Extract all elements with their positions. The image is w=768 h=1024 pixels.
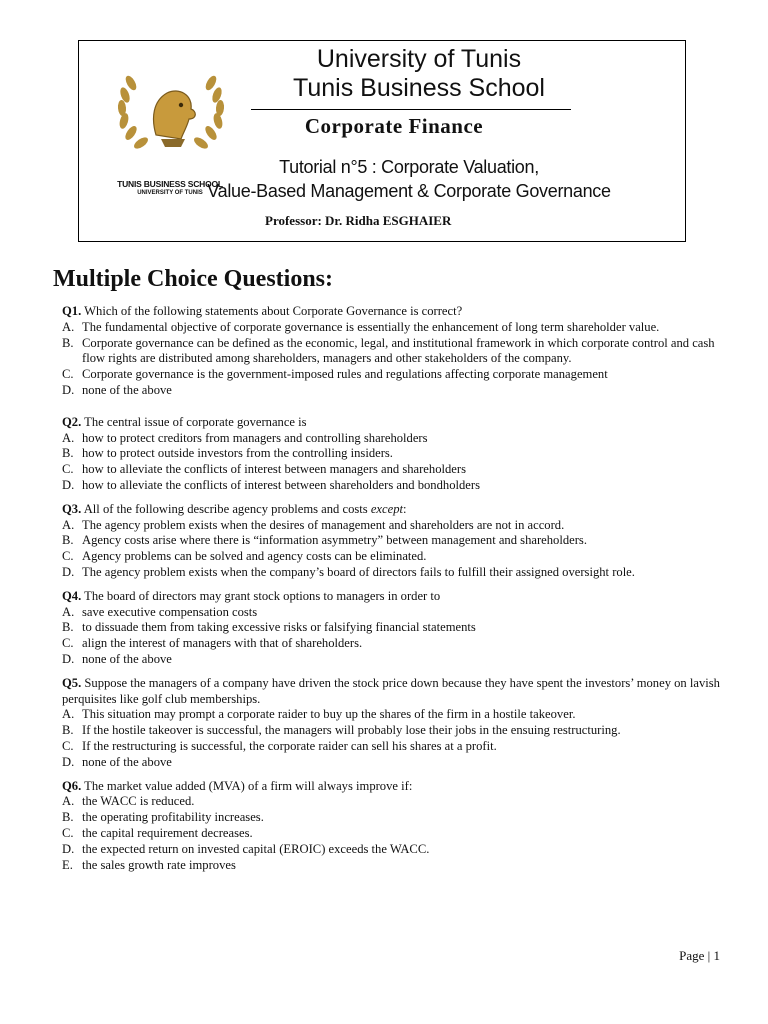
university-name: University of Tunis: [316, 45, 522, 73]
answer-option: [62, 367, 732, 383]
school-logo-emblem-icon: [101, 63, 241, 163]
answer-letter: D.: [62, 651, 75, 666]
question-text: [62, 589, 732, 605]
answer-letter: B.: [62, 335, 74, 350]
question-emphasis: except: [370, 501, 403, 516]
section-title: Multiple Choice Questions:: [53, 266, 333, 292]
answer-option: [62, 794, 732, 810]
answer-text: Agency problems can be solved and agency costs can be eliminated.: [82, 549, 427, 564]
answer-option: [62, 478, 732, 494]
answer-text: how to alleviate the conflicts of interest between shareholders and bondholders: [82, 477, 480, 492]
question-body: The central issue of corporate governance is: [81, 414, 307, 429]
answer-text: how to alleviate the conflicts of interest between managers and shareholders: [82, 462, 466, 477]
logo-text-school: TUNIS BUSINESS SCHOOL: [117, 179, 223, 189]
question-text: [62, 502, 732, 518]
question-body: The board of directors may grant stock options to managers in order to: [81, 588, 441, 603]
answer-text: Agency costs arise where there is “information asymmetry” between management and shareholders.: [82, 533, 587, 548]
answer-letter: A.: [62, 430, 75, 445]
answer-option: [62, 605, 732, 621]
answer-option: [62, 549, 732, 565]
question-body: Which of the following statements about Corporate Governance is correct?: [81, 304, 463, 318]
question-number: Q3.: [62, 501, 82, 516]
answer-letter: D.: [62, 477, 75, 492]
answer-text: The agency problem exists when the company’s board of directors fails to fulfill their assigned oversight role.: [82, 564, 635, 579]
answer-text: none of the above: [82, 754, 172, 769]
school-name: Tunis Business School: [293, 74, 545, 102]
answer-option: [62, 462, 732, 478]
answer-text: the operating profitability increases.: [82, 810, 264, 825]
answer-letter: C.: [62, 462, 74, 477]
professor-name: Professor: Dr. Ridha ESGHAIER: [265, 213, 452, 228]
answer-letter: D.: [62, 754, 75, 769]
tutorial-line-2: Value-Based Management & Corporate Governance: [207, 181, 611, 201]
answer-text: If the restructuring is successful, the corporate raider can sell his shares at a profit.: [82, 738, 497, 753]
answer-text: If the hostile takeover is successful, the managers will probably lose their jobs in the ensuing restructuring.: [82, 723, 621, 738]
question-body: The market value added (MVA) of a firm will always improve if:: [81, 778, 413, 793]
question-end: :: [403, 501, 407, 516]
answer-letter: D.: [62, 841, 75, 856]
page-number: Page | 1: [679, 948, 720, 963]
answer-option: [62, 336, 732, 368]
answer-option: [62, 842, 732, 858]
course-title: Corporate Finance: [304, 114, 484, 138]
tutorial-line-1: Tutorial n°5 : Corporate Valuation,: [279, 157, 539, 177]
question-text: [62, 779, 732, 795]
answer-text: the expected return on invested capital (EROIC) exceeds the WACC.: [82, 841, 430, 856]
answer-letter: A.: [62, 707, 75, 722]
answer-letter: C.: [62, 738, 74, 753]
answer-letter: E.: [62, 857, 73, 872]
answer-text: none of the above: [82, 382, 172, 397]
question-text: [62, 676, 732, 708]
question-number: Q4.: [62, 588, 82, 603]
answer-option: [62, 739, 732, 755]
answer-letter: A.: [62, 319, 75, 334]
answer-option: [62, 518, 732, 534]
answer-letter: A.: [62, 604, 75, 619]
answer-letter: A.: [62, 794, 75, 809]
answer-letter: C.: [62, 367, 74, 382]
document-header: [78, 40, 686, 242]
answer-text: This situation may prompt a corporate raider to buy up the shares of the firm in a hostile takeover.: [82, 707, 576, 722]
answer-letter: C.: [62, 636, 74, 651]
answer-option: [62, 810, 732, 826]
question-number: Q6.: [62, 778, 82, 793]
answer-text: how to protect creditors from managers and controlling shareholders: [82, 430, 428, 445]
answer-option: [62, 565, 732, 581]
answer-letter: C.: [62, 549, 74, 564]
university-title: [249, 45, 589, 103]
answer-text: the sales growth rate improves: [82, 857, 236, 872]
answer-text: Corporate governance is the government-imposed rules and regulations affecting corporate management: [82, 367, 608, 382]
questions-list: [62, 304, 732, 873]
answer-option: [62, 826, 732, 842]
answer-option: [62, 707, 732, 723]
answer-letter: C.: [62, 825, 74, 840]
answer-option: [62, 620, 732, 636]
answer-option: [62, 383, 732, 399]
answer-letter: B.: [62, 810, 74, 825]
answer-option: [62, 755, 732, 771]
answer-letter: B.: [62, 533, 74, 548]
answer-letter: D.: [62, 382, 75, 397]
answer-text: the WACC is reduced.: [82, 794, 195, 809]
question-body: Suppose the managers of a company have driven the stock price down because they have spent the investors’ money on lavish perquisites like golf club memberships.: [62, 675, 720, 706]
header-divider: [251, 109, 571, 110]
answer-option: [62, 533, 732, 549]
tutorial-title: [149, 155, 669, 203]
answer-text: The agency problem exists when the desires of management and shareholders are not in accord.: [82, 517, 565, 532]
answer-text: align the interest of managers with that of shareholders.: [82, 636, 363, 651]
answer-option: [62, 320, 732, 336]
question-number: Q2.: [62, 414, 82, 429]
answer-text: Corporate governance can be defined as the economic, legal, and institutional framework in which corporate control and cash flow rights are distributed among shareholders, managers and other stakeholders of the company.: [82, 335, 715, 366]
answer-option: [62, 446, 732, 462]
question-text: [62, 304, 732, 320]
answer-text: how to protect outside investors from the controlling insiders.: [82, 446, 393, 461]
question-text: [62, 415, 732, 431]
answer-option: [62, 652, 732, 668]
answer-letter: A.: [62, 517, 75, 532]
answer-text: none of the above: [82, 651, 172, 666]
answer-text: the capital requirement decreases.: [82, 825, 253, 840]
logo-text-university: UNIVERSITY OF TUNIS: [137, 190, 203, 196]
answer-option: [62, 636, 732, 652]
answer-text: save executive compensation costs: [82, 604, 258, 619]
answer-option: [62, 431, 732, 447]
answer-text: The fundamental objective of corporate governance is essentially the enhancement of long term shareholder value.: [82, 319, 660, 334]
answer-letter: B.: [62, 446, 74, 461]
answer-letter: D.: [62, 564, 75, 579]
question-number: Q5.: [62, 675, 82, 690]
answer-option: [62, 858, 732, 874]
answer-letter: B.: [62, 723, 74, 738]
question-body: All of the following describe agency problems and costs: [81, 501, 371, 516]
answer-option: [62, 723, 732, 739]
question-number: Q1.: [62, 304, 82, 318]
answer-letter: B.: [62, 620, 74, 635]
answer-text: to dissuade them from taking excessive risks or falsifying financial statements: [82, 620, 476, 635]
